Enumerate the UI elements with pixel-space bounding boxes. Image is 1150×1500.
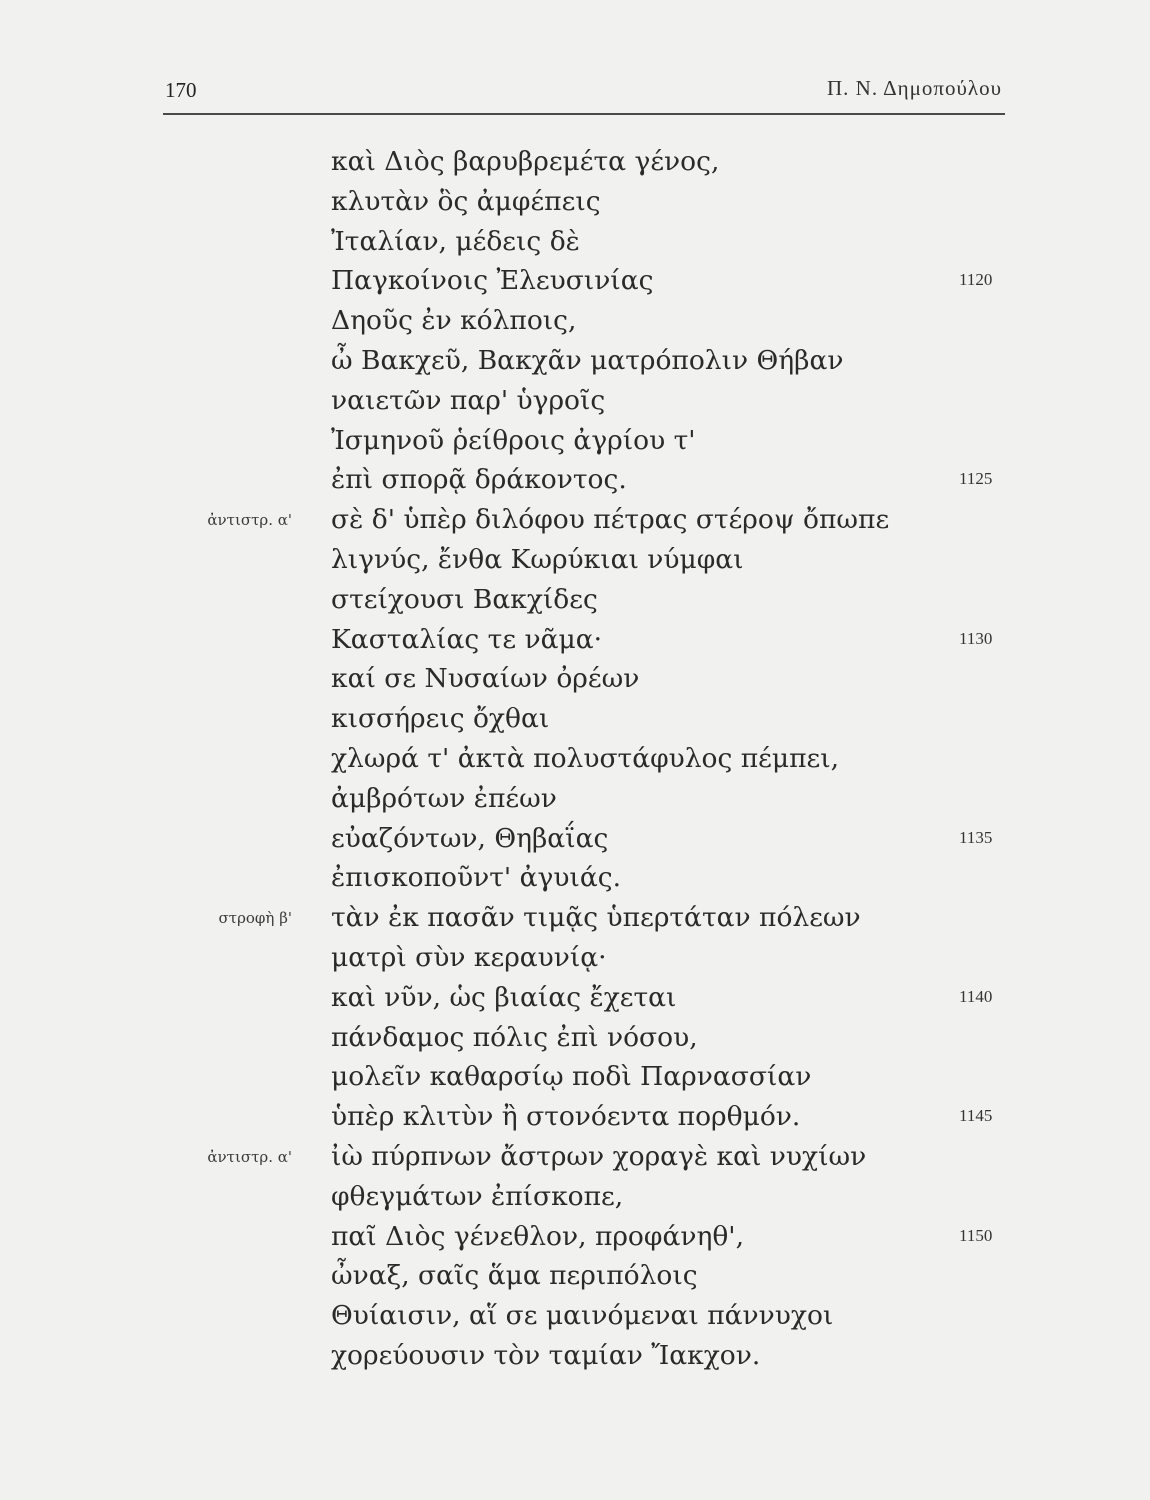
verse-text: κλυτὰν ὃς ἀμφέπεις xyxy=(331,185,601,217)
verse-text: Παγκοίνοις Ἐλευσινίας xyxy=(331,265,654,297)
verse-line xyxy=(0,1336,1150,1376)
verse-line xyxy=(0,978,1150,1018)
verse-text: χορεύουσιν τὸν ταμίαν Ἴακχον. xyxy=(331,1339,761,1371)
verse-text: λιγνύς, ἔνθα Κωρύκιαι νύμφαι xyxy=(331,543,744,575)
verse-line xyxy=(0,421,1150,461)
verse-text: τὰν ἐκ πασᾶν τιμᾷς ὑπερτάταν πόλεων xyxy=(331,902,861,934)
strophe-marker: ἀντιστρ. α' xyxy=(207,1147,292,1166)
verse-text: παῖ Διὸς γένεθλον, προφάνηθ', xyxy=(331,1220,744,1252)
verse-line xyxy=(0,1018,1150,1058)
verse-text: ἐπισκοποῦντ' ἀγυιάς. xyxy=(331,862,621,894)
verse-text: καὶ νῦν, ὡς βιαίας ἔχεται xyxy=(331,981,677,1013)
verse-line xyxy=(0,381,1150,421)
verse-line xyxy=(0,182,1150,222)
line-number: 1120 xyxy=(959,270,993,290)
verse-line xyxy=(0,301,1150,341)
verse-text: μολεῖν καθαρσίῳ ποδὶ Παρνασσίαν xyxy=(331,1061,812,1093)
verse-line xyxy=(0,1296,1150,1336)
line-number: 1135 xyxy=(959,827,993,847)
strophe-marker: ἀντιστρ. α' xyxy=(207,511,292,530)
verse-line xyxy=(0,261,1150,301)
page-number: 170 xyxy=(165,78,197,102)
verse-text: καὶ Διὸς βαρυβρεμέτα γένος, xyxy=(331,146,720,177)
verse-line xyxy=(0,938,1150,978)
verse-text: κισσήρεις ὄχθαι xyxy=(331,703,550,735)
verse-line xyxy=(0,142,1150,182)
verse-text: ναιετῶν παρ' ὑγροῖς xyxy=(331,384,606,416)
verse-text: Κασταλίας τε νᾶμα· xyxy=(331,623,603,655)
verse-text: Δηοῦς ἐν κόλποις, xyxy=(331,305,577,337)
verse-line xyxy=(0,1256,1150,1296)
verse-line xyxy=(0,659,1150,699)
line-number: 1130 xyxy=(959,628,993,648)
verse-text: χλωρά τ' ἀκτὰ πολυστάφυλος πέμπει, xyxy=(331,742,840,774)
verse-line xyxy=(0,341,1150,381)
verse-line xyxy=(0,1177,1150,1217)
verse-text: καί σε Νυσαίων ὀρέων xyxy=(331,663,640,695)
verse-line xyxy=(0,1137,1150,1177)
verse-text: Ἰταλίαν, μέδεις δὲ xyxy=(331,225,580,257)
verse-text: φθεγμάτων ἐπίσκοπε, xyxy=(331,1180,624,1212)
line-number: 1125 xyxy=(959,469,993,489)
strophe-marker: στροφὴ β' xyxy=(218,909,292,928)
verse-line xyxy=(0,739,1150,779)
verse-text: ἀμβρότων ἐπέων xyxy=(331,782,557,814)
verse-line xyxy=(0,858,1150,898)
verse-line xyxy=(0,819,1150,859)
verse-line xyxy=(0,1217,1150,1257)
verse-text: πάνδαμος πόλις ἐπὶ νόσου, xyxy=(331,1021,698,1053)
running-head: Π. Ν. Δημοπούλου xyxy=(827,76,1002,100)
verse-line xyxy=(0,580,1150,620)
verse-text: ἐπὶ σπορᾷ δράκοντος. xyxy=(331,464,627,496)
verse-line xyxy=(0,898,1150,938)
line-number: 1140 xyxy=(959,986,993,1006)
verse-text: ὦναξ, σαῖς ἅμα περιπόλοις xyxy=(331,1260,698,1292)
verse-line xyxy=(0,779,1150,819)
verse-line xyxy=(0,1097,1150,1137)
verse-line xyxy=(0,500,1150,540)
verse-text: στείχουσι Βακχίδες xyxy=(331,583,598,615)
header-rule xyxy=(163,113,1005,115)
verse-text: ὑπὲρ κλιτὺν ἢ στονόεντα πορθμόν. xyxy=(331,1101,801,1133)
verse-text: Θυίαισιν, αἵ σε μαινόμεναι πάννυχοι xyxy=(331,1300,834,1332)
verse-line xyxy=(0,540,1150,580)
poem-text xyxy=(0,142,1150,1376)
verse-text: ὦ Βακχεῦ, Βακχᾶν ματρόπολιν Θήβαν xyxy=(331,344,844,376)
verse-line xyxy=(0,620,1150,660)
verse-text: εὐαζόντων, Θηβαΐας xyxy=(331,822,609,854)
verse-text: ματρὶ σὺν κεραυνίᾳ· xyxy=(331,941,607,973)
verse-line xyxy=(0,222,1150,262)
verse-line xyxy=(0,699,1150,739)
line-number: 1150 xyxy=(959,1225,993,1245)
verse-text: Ἰσμηνοῦ ῥείθροις ἀγρίου τ' xyxy=(331,424,696,456)
verse-line xyxy=(0,460,1150,500)
verse-text: σὲ δ' ὑπὲρ διλόφου πέτρας στέροψ ὄπωπε xyxy=(331,504,890,536)
line-number: 1145 xyxy=(959,1106,993,1126)
verse-line xyxy=(0,1057,1150,1097)
verse-text: ἰὼ πύρπνων ἄστρων χοραγὲ καὶ νυχίων xyxy=(331,1140,867,1172)
